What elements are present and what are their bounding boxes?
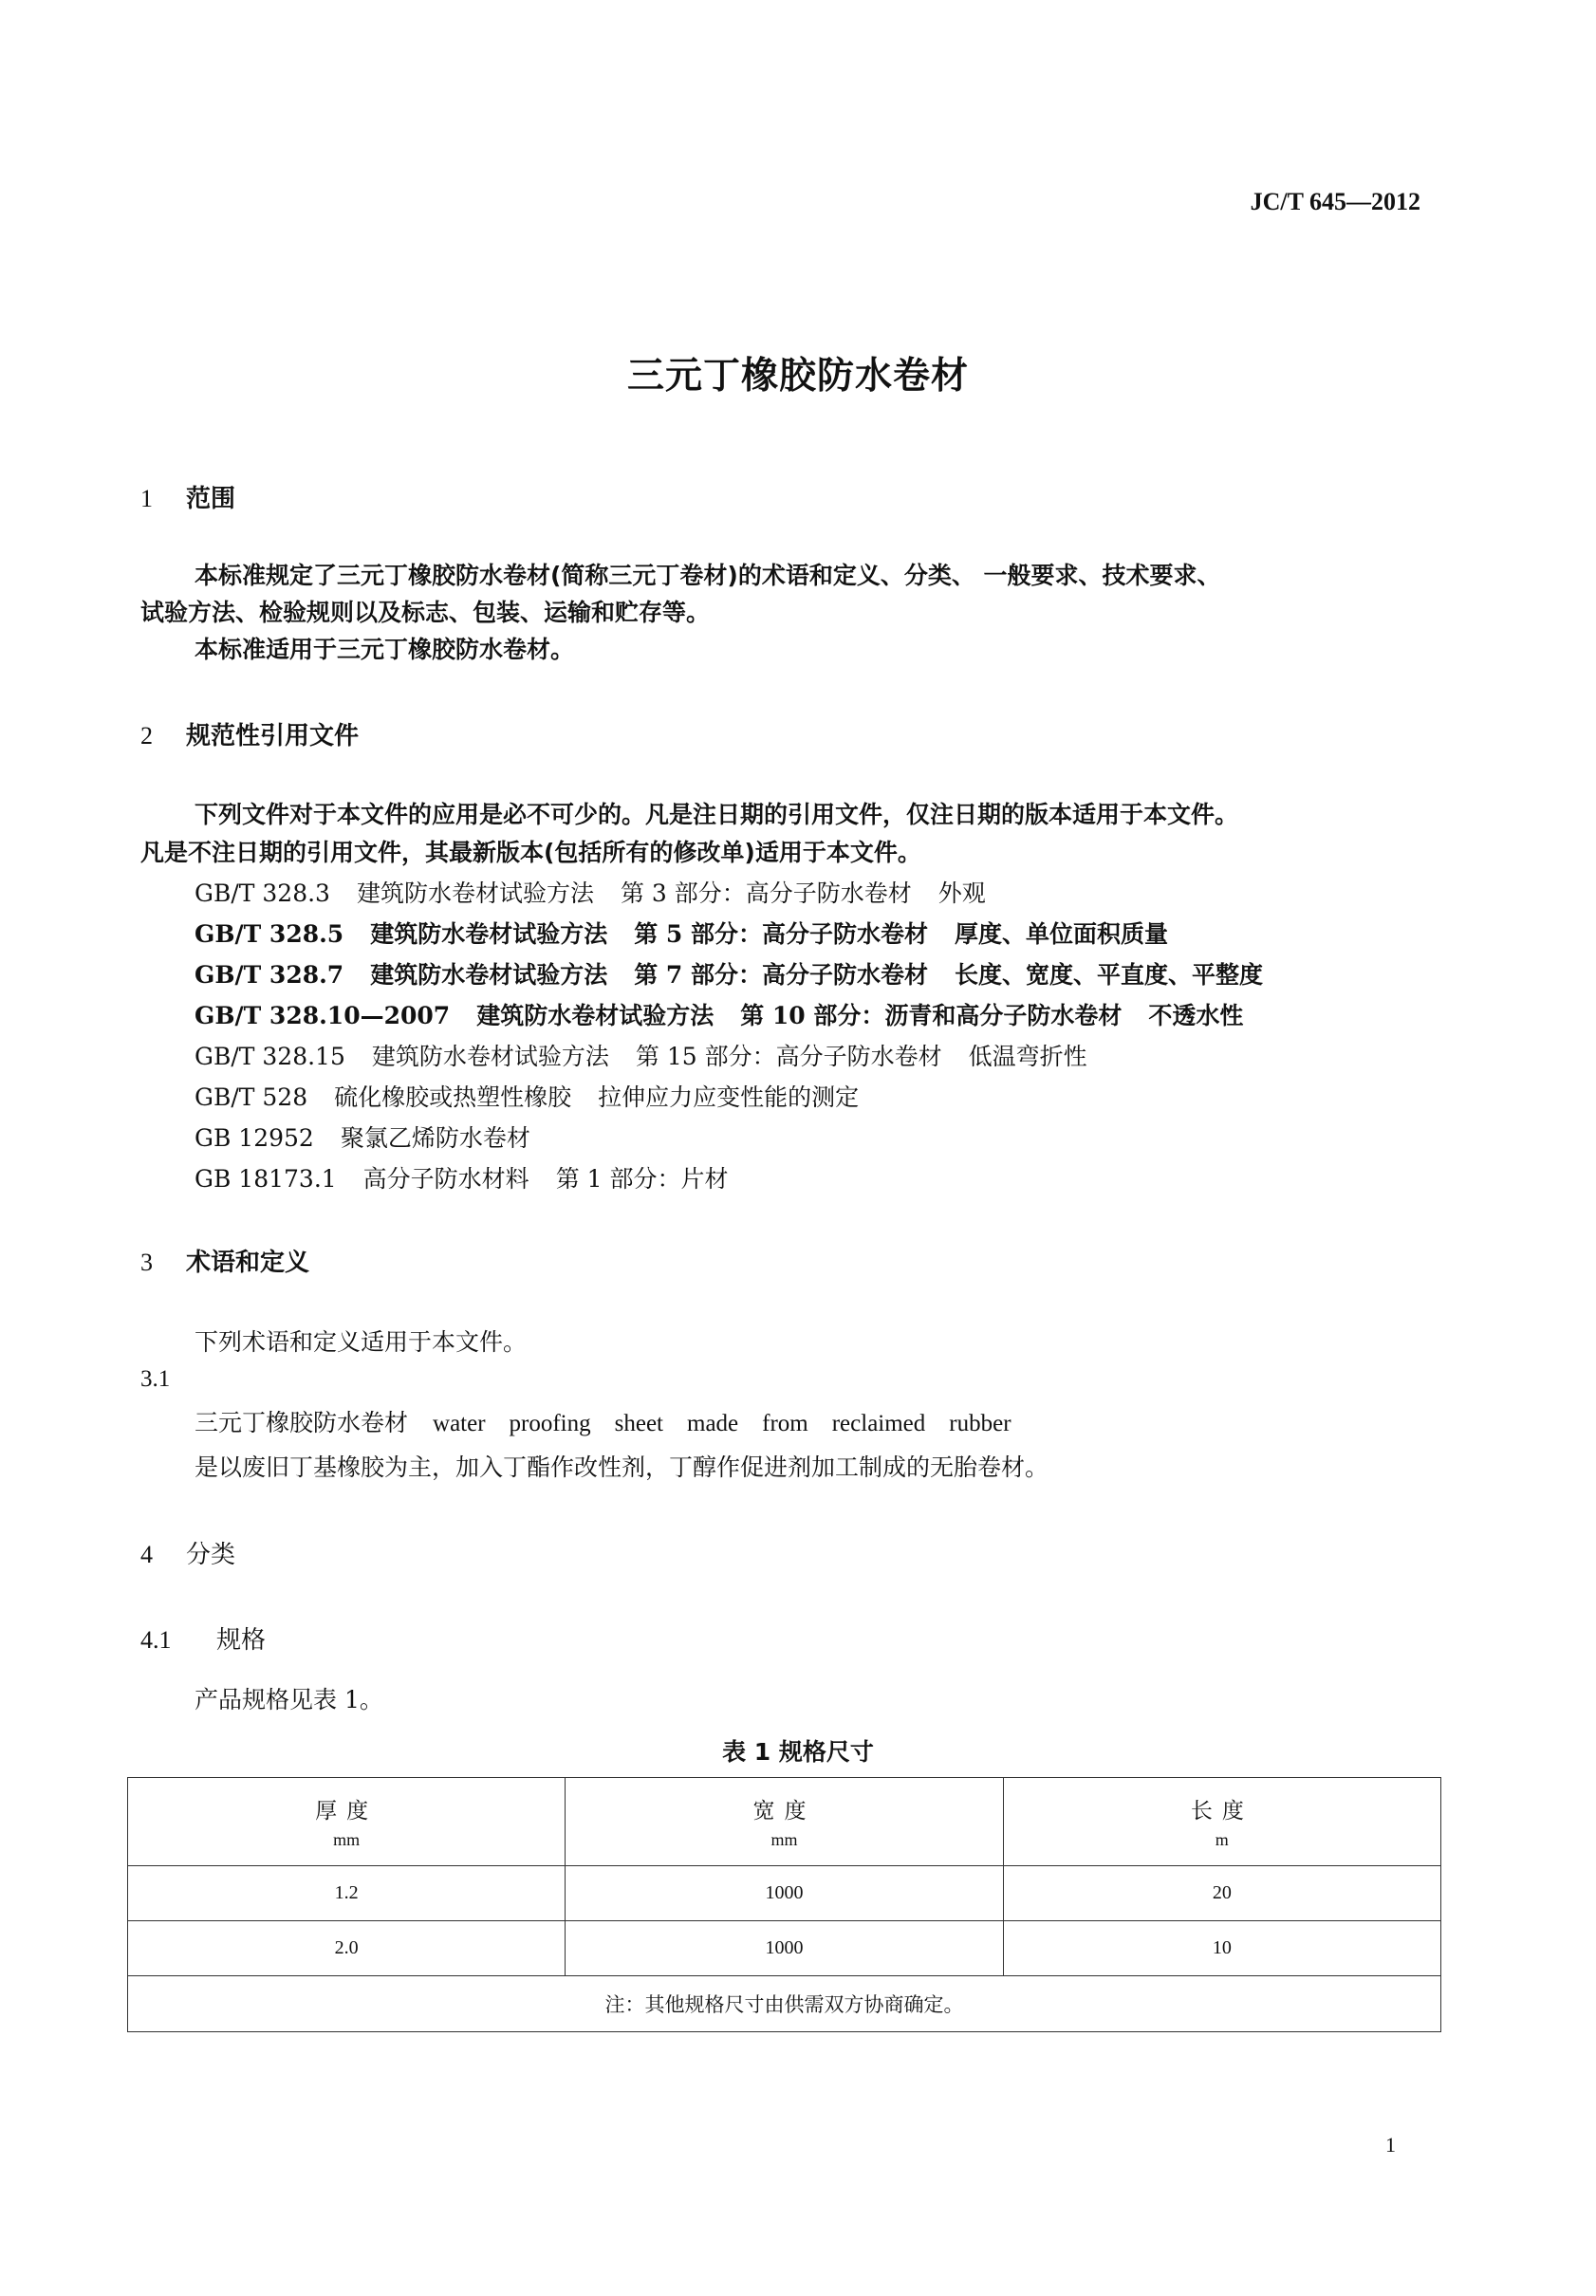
- table-cell: 20: [1003, 1866, 1440, 1921]
- header-unit: mm: [333, 1830, 361, 1849]
- table-cell: 2.0: [128, 1921, 566, 1976]
- ref-part: 第 15 部分：高分子防水卷材: [635, 1043, 942, 1070]
- table-cell: 1000: [566, 1866, 1003, 1921]
- ref-part: 拉伸应力应变性能的测定: [598, 1083, 860, 1111]
- term-number: 3.1: [140, 1366, 171, 1392]
- ref-title: 建筑防水卷材试验方法: [371, 1043, 609, 1070]
- header-name: 长度: [1190, 1799, 1253, 1823]
- paragraph-line: 产品规格见表 1。: [195, 1686, 383, 1713]
- ref-code: GB/T 328.10—2007: [195, 1002, 451, 1029]
- header-cell: [1003, 1778, 1440, 1866]
- section-number: 3: [140, 1249, 153, 1276]
- spec-table: [127, 1777, 1441, 2032]
- reference-item: [195, 1038, 1114, 1072]
- section-title: 术语和定义: [186, 1249, 310, 1277]
- ref-code: GB/T 328.15: [195, 1043, 345, 1070]
- paragraph-line: 本标准规定了三元丁橡胶防水卷材(简称三元丁卷材)的术语和定义、分类、 一般要求、技术要求、: [195, 562, 1221, 589]
- ref-topic: 低温弯折性: [968, 1043, 1087, 1070]
- reference-item: [195, 1079, 885, 1113]
- header-cell: [128, 1778, 566, 1866]
- section-4-heading: [140, 1535, 235, 1570]
- reference-item: [195, 956, 1290, 991]
- subsection-4-1-heading: [140, 1620, 266, 1656]
- section-number: 2: [140, 722, 153, 750]
- section-2-heading: [140, 716, 359, 751]
- section-title: 分类: [186, 1541, 236, 1569]
- ref-part: 第 10 部分：沥青和高分子防水卷材: [740, 1002, 1123, 1029]
- table-row: [128, 1921, 1441, 1976]
- term-entry: [195, 1404, 1011, 1438]
- ref-topic: 外观: [937, 880, 986, 907]
- table-note-row: [128, 1976, 1441, 2032]
- ref-topic: 不透水性: [1148, 1002, 1244, 1029]
- document-title: 三元丁橡胶防水卷材: [626, 355, 969, 398]
- section-title: 规范性引用文件: [186, 722, 360, 750]
- header-name: 厚度: [315, 1799, 379, 1823]
- page-number: 1: [1385, 2133, 1396, 2157]
- reference-item: [195, 997, 1270, 1031]
- table-cell: 10: [1003, 1921, 1440, 1976]
- ref-title: 建筑防水卷材试验方法: [370, 961, 608, 989]
- term-definition: 是以废旧丁基橡胶为主，加入丁酯作改性剂，丁醇作促进剂加工制成的无胎卷材。: [195, 1454, 1049, 1481]
- ref-part: 第 1 部分：片材: [555, 1165, 729, 1193]
- ref-title: 建筑防水卷材试验方法: [476, 1002, 714, 1029]
- reference-item: [195, 1120, 557, 1154]
- subsection-title: 规格: [216, 1626, 267, 1655]
- header-unit: m: [1215, 1830, 1229, 1849]
- table-header-row: [128, 1778, 1441, 1866]
- section-1-heading: [140, 479, 235, 514]
- ref-title: 建筑防水卷材试验方法: [356, 880, 594, 907]
- ref-part: 第 3 部分：高分子防水卷材: [620, 880, 912, 907]
- table-cell: 1.2: [128, 1866, 566, 1921]
- table-cell: 1000: [566, 1921, 1003, 1976]
- reference-item: [195, 1160, 755, 1194]
- paragraph-line: 试验方法、检验规则以及标志、包装、运输和贮存等。: [140, 599, 711, 626]
- section-number: 4: [140, 1541, 153, 1568]
- standard-code: JC/T 645—2012: [1250, 188, 1420, 215]
- term-chinese: 三元丁橡胶防水卷材: [195, 1409, 409, 1436]
- section-title: 范围: [186, 485, 236, 513]
- ref-title: 建筑防水卷材试验方法: [370, 920, 608, 948]
- ref-code: GB 12952: [195, 1124, 314, 1152]
- reference-item: [195, 875, 1012, 909]
- paragraph-line: 本标准适用于三元丁橡胶防水卷材。: [195, 636, 575, 663]
- ref-part: 第 5 部分：高分子防水卷材: [634, 920, 929, 948]
- table-note: 注：其他规格尺寸由供需双方协商确定。: [128, 1976, 1441, 2032]
- ref-title: 硫化橡胶或热塑性橡胶: [334, 1083, 572, 1111]
- paragraph-line: 下列文件对于本文件的应用是必不可少的。凡是注日期的引用文件，仅注日期的版本适用于本文件。: [195, 801, 1239, 828]
- ref-title: 高分子防水材料: [362, 1165, 529, 1193]
- ref-code: GB/T 528: [195, 1083, 308, 1111]
- ref-code: GB/T 328.3: [195, 880, 330, 907]
- term-english: water proofing sheet made from reclaimed rubber: [433, 1411, 1011, 1436]
- ref-topic: 长度、宽度、平直度、平整度: [955, 961, 1264, 989]
- header-unit: mm: [770, 1830, 798, 1849]
- section-number: 1: [140, 485, 153, 512]
- header-name: 宽度: [752, 1799, 816, 1823]
- table-row: [128, 1866, 1441, 1921]
- ref-topic: 厚度、单位面积质量: [955, 920, 1169, 948]
- ref-code: GB/T 328.5: [195, 920, 344, 948]
- ref-part: 第 7 部分：高分子防水卷材: [634, 961, 929, 989]
- ref-title: 聚氯乙烯防水卷材: [340, 1124, 530, 1152]
- subsection-number: 4.1: [140, 1626, 172, 1654]
- header-cell: [566, 1778, 1003, 1866]
- table-caption: 表 1 规格尺寸: [722, 1738, 874, 1766]
- ref-code: GB/T 328.7: [195, 961, 344, 989]
- ref-code: GB 18173.1: [195, 1165, 337, 1193]
- section-3-heading: [140, 1243, 309, 1278]
- paragraph-line: 下列术语和定义适用于本文件。: [195, 1328, 528, 1356]
- reference-item: [195, 916, 1195, 950]
- paragraph-line: 凡是不注日期的引用文件，其最新版本(包括所有的修改单)适用于本文件。: [140, 839, 921, 866]
